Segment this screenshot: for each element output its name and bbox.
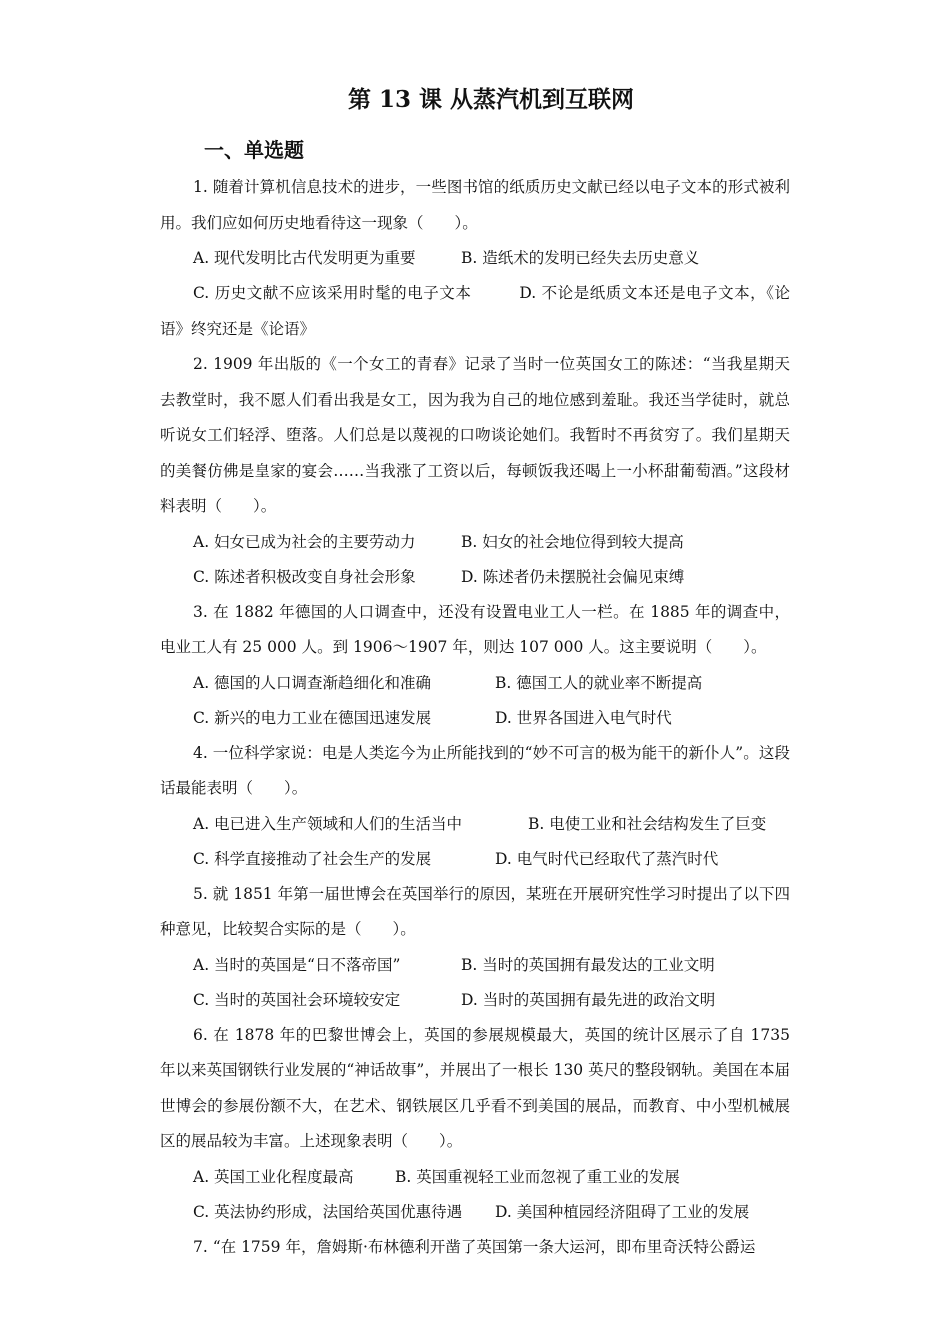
page-title: 第 13 课 从蒸汽机到互联网 [347, 86, 635, 113]
question-3-stem: 3. 在 1882 年德国的人口调查中，还没有设置电业工人一栏。在 1885 年的调查中，电业工人有 25 000 人。到 1906～1907 年，则达 107 000 人。这主要说明（ ）。 [160, 602, 790, 656]
question-1-option-b: B. 造纸术的发明已经失去历史意义 [461, 249, 700, 267]
question-3-option-d: D. 世界各国进入电气时代 [495, 708, 672, 727]
question-4-options-row-2 [160, 842, 790, 877]
question-3-options-row-2 [160, 701, 790, 736]
question-6-options-row-1 [160, 1160, 790, 1195]
question-4-option-d: D. 电气时代已经取代了蒸汽时代 [495, 849, 719, 868]
question-1-option-c: C. 历史文献不应该采用时髦的电子文本 [193, 284, 472, 302]
question-7-stem: 7. “在 1759 年，詹姆斯·布林德利开凿了英国第一条大运河，即布里奇沃特公爵运 [193, 1237, 756, 1256]
question-6-option-b: B. 英国重视轻工业而忽视了重工业的发展 [395, 1167, 680, 1186]
question-5-option-c: C. 当时的英国社会环境较安定 [193, 990, 401, 1009]
question-6-option-d: D. 美国种植园经济阻碍了工业的发展 [495, 1202, 750, 1221]
question-1-option-d: D. 不论是纸质文本还是电子文本，《论语》终究还是《论语》 [160, 284, 790, 338]
question-6-option-c: C. 英法协约形成，法国给英国优惠待遇 [193, 1202, 463, 1221]
question-2-option-b: B. 妇女的社会地位得到较大提高 [461, 532, 684, 551]
question-4-option-c: C. 科学直接推动了社会生产的发展 [193, 849, 432, 868]
question-2-stem: 2. 1909 年出版的《一个女工的青春》记录了当时一位英国女工的陈述：“当我星期天去教堂时，我不愿人们看出我是女工，因为我为自己的地位感到羞耻。我还当学徒时，就总听说女工们轻浮、堕落。人们总是以蔑视的口吻谈论她们。我暂时不再贫穷了。我们星期天的美餐仿佛是皇家的宴会……当我涨了工资以后，每顿饭我还喝上一小杯甜葡萄酒。”这段材料表明（ ）。 [160, 355, 790, 515]
question-5-option-d: D. 当时的英国拥有最先进的政治文明 [461, 990, 716, 1009]
question-5-option-b: B. 当时的英国拥有最发达的工业文明 [461, 955, 715, 974]
question-3-option-c: C. 新兴的电力工业在德国迅速发展 [193, 708, 432, 727]
question-3-options-row-1 [160, 666, 790, 701]
section-heading: 一、单选题 [204, 138, 304, 162]
question-1-stem: 1. 随着计算机信息技术的进步，一些图书馆的纸质历史文献已经以电子文本的形式被利用。我们应如何历史地看待这一现象（ ）。 [160, 178, 790, 232]
question-5-stem: 5. 就 1851 年第一届世博会在英国举行的原因，某班在开展研究性学习时提出了以下四种意见，比较契合实际的是（ ）。 [160, 884, 790, 938]
question-2-option-c: C. 陈述者积极改变自身社会形象 [193, 567, 416, 586]
question-3-option-a: A. 德国的人口调查渐趋细化和准确 [193, 673, 432, 692]
question-6-option-a: A. 英国工业化程度最高 [193, 1167, 354, 1186]
question-1-option-a: A. 现代发明比古代发明更为重要 [193, 249, 416, 267]
question-1-options-row-1 [160, 241, 790, 276]
question-1-options-row-2 [160, 276, 790, 347]
question-4-options-row-1 [160, 807, 790, 842]
question-2-option-a: A. 妇女已成为社会的主要劳动力 [193, 532, 416, 551]
question-2-options-row-1 [160, 525, 790, 560]
question-4-option-b: B. 电使工业和社会结构发生了巨变 [528, 814, 767, 833]
question-5-options-row-2 [160, 983, 790, 1018]
question-5-option-a: A. 当时的英国是“日不落帝国” [193, 955, 401, 974]
question-3-option-b: B. 德国工人的就业率不断提高 [495, 673, 703, 692]
question-6-stem: 6. 在 1878 年的巴黎世博会上，英国的参展规模最大，英国的统计区展示了自 1735 年以来英国钢铁行业发展的“神话故事”，并展出了一根长 130 英尺的整段钢轨。美国在本届世博会的参展份额不大，在艺术、钢铁展区几乎看不到美国的展品，而教育、中小型机械展区的展品较为丰富。上述现象表明（ ）。 [160, 1025, 790, 1150]
question-2-option-d: D. 陈述者仍未摆脱社会偏见束缚 [461, 567, 685, 586]
question-6-options-row-2 [160, 1195, 790, 1230]
question-4-option-a: A. 电已进入生产领域和人们的生活当中 [193, 814, 463, 833]
question-5-options-row-1 [160, 948, 790, 983]
question-4-stem: 4. 一位科学家说：电是人类迄今为止所能找到的“妙不可言的极为能干的新仆人”。这段话最能表明（ ）。 [160, 743, 790, 797]
question-2-options-row-2 [160, 560, 790, 595]
